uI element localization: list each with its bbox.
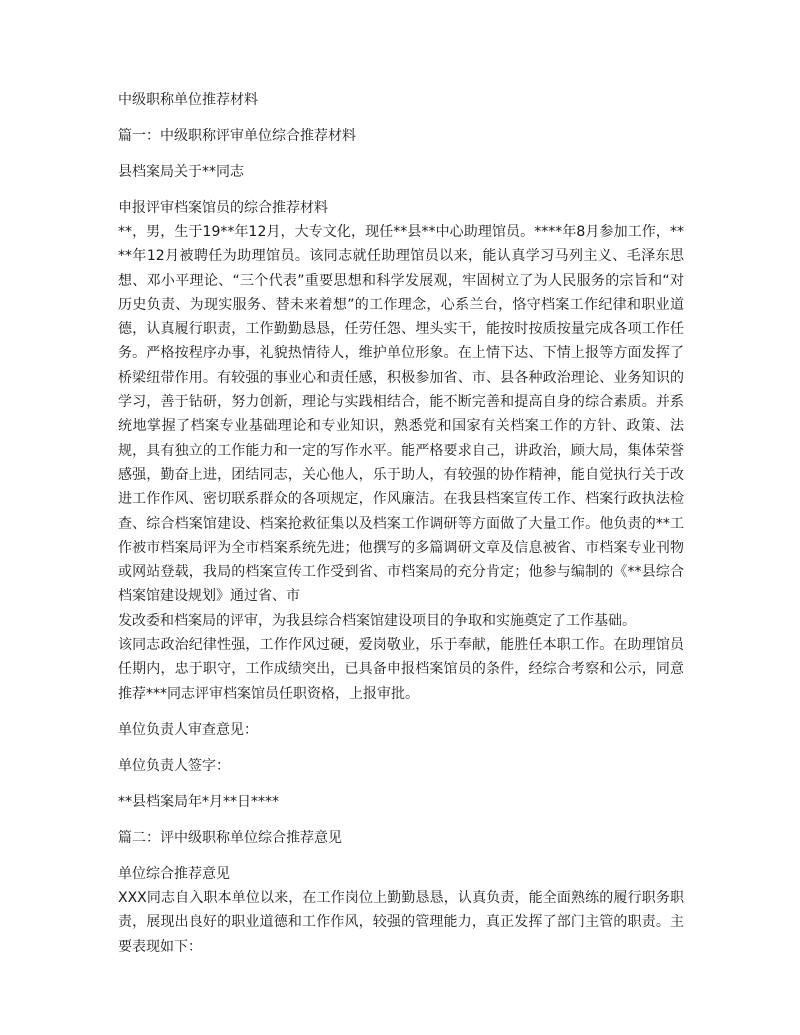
document-title: 中级职称单位推荐材料	[118, 92, 258, 108]
body-paragraph-1: **，男，生于19**年12月，大专文化，现任**县**中心助理馆员。****年8月参加工作，****年12月被聘任为助理馆员。该同志就任助理馆员以来，能认真学习马列主义、毛泽东思想、邓小平理论、“三个代表”重要思想和科学发展观，牢固树立了为人民服务的宗旨和“对历史负责、为现实服务、替未来着想”的工作理念，心系兰台，恪守档案工作纪律和职业道德，认真履行职责，工作勤勤恳恳，任劳任怨、埋头实干，能按时按质按量完成各项工作任务。严格按程序办事，礼貌热情待人，维护单位形象。在上情下达、下情上报等方面发挥了桥梁纽带作用。有较强的事业心和责任感，积极参加省、市、县各种政治理论、业务知识的学习，善于钻研，努力创新，理论与实践相结合，能不断完善和提高自身的综合素质。并系统地掌握了档案专业基础理论和专业知识，熟悉党和国家有关档案工作的方针、政策、法规，具有独立的工作能力和一定的写作水平。能严格要求自己，讲政治，顾大局，集体荣誉感强，勤奋上进，团结同志，关心他人，乐于助人，有较强的协作精神，能自觉执行关于改进工作作风、密切联系群众的各项规定，作风廉洁。在我县档案宣传工作、档案行政执法检查、综合档案馆建设、档案抢救征集以及档案工作调研等方面做了大量工作。他负责的**工作被市档案局评为全市档案系统先进；他撰写的多篇调研文章及信息被省、市档案专业刊物或网站登载，我局的档案宣传工作受到省、市档案局的充分肯定；他参与编制的《**县综合档案馆建设规划》通过省、市	[118, 224, 684, 605]
about-line: 县档案局关于**同志	[118, 164, 244, 180]
review-opinion-label: 单位负责人审查意见：	[118, 721, 258, 738]
part2-heading: 篇二：评中级职称单位综合推荐意见	[118, 829, 342, 846]
document-page	[118, 88, 684, 959]
body-paragraph-2: 发改委和档案局的评审，为我县综合档案馆建设项目的争取和实施奠定了工作基础。	[118, 612, 636, 629]
signature-label: 单位负责人签字：	[118, 757, 230, 774]
part1-heading: 篇一：中级职称评审单位综合推荐材料	[118, 128, 356, 144]
sub-title: 申报评审档案馆员的综合推荐材料	[118, 200, 328, 216]
body-paragraph-3: 该同志政治纪律性强，工作作风过硬，爱岗敬业，乐于奉献，能胜任本职工作。在助理馆员任期内，忠于职守，工作成绩突出，已具备申报档案馆员的条件，经综合考察和公示，同意推荐***同志评审档案馆员任职资格，上报审批。	[118, 637, 684, 702]
body-paragraph-4: XXX同志自入职本单位以来，在工作岗位上勤勤恳恳，认真负责，能全面熟练的履行职务职责，展现出良好的职业道德和工作作风，较强的管理能力，真正发挥了部门主管的职责。主要表现如下：	[118, 889, 684, 955]
part2-subheading: 单位综合推荐意见	[118, 865, 230, 882]
date-line: **县档案局年*月**日****	[118, 793, 279, 810]
